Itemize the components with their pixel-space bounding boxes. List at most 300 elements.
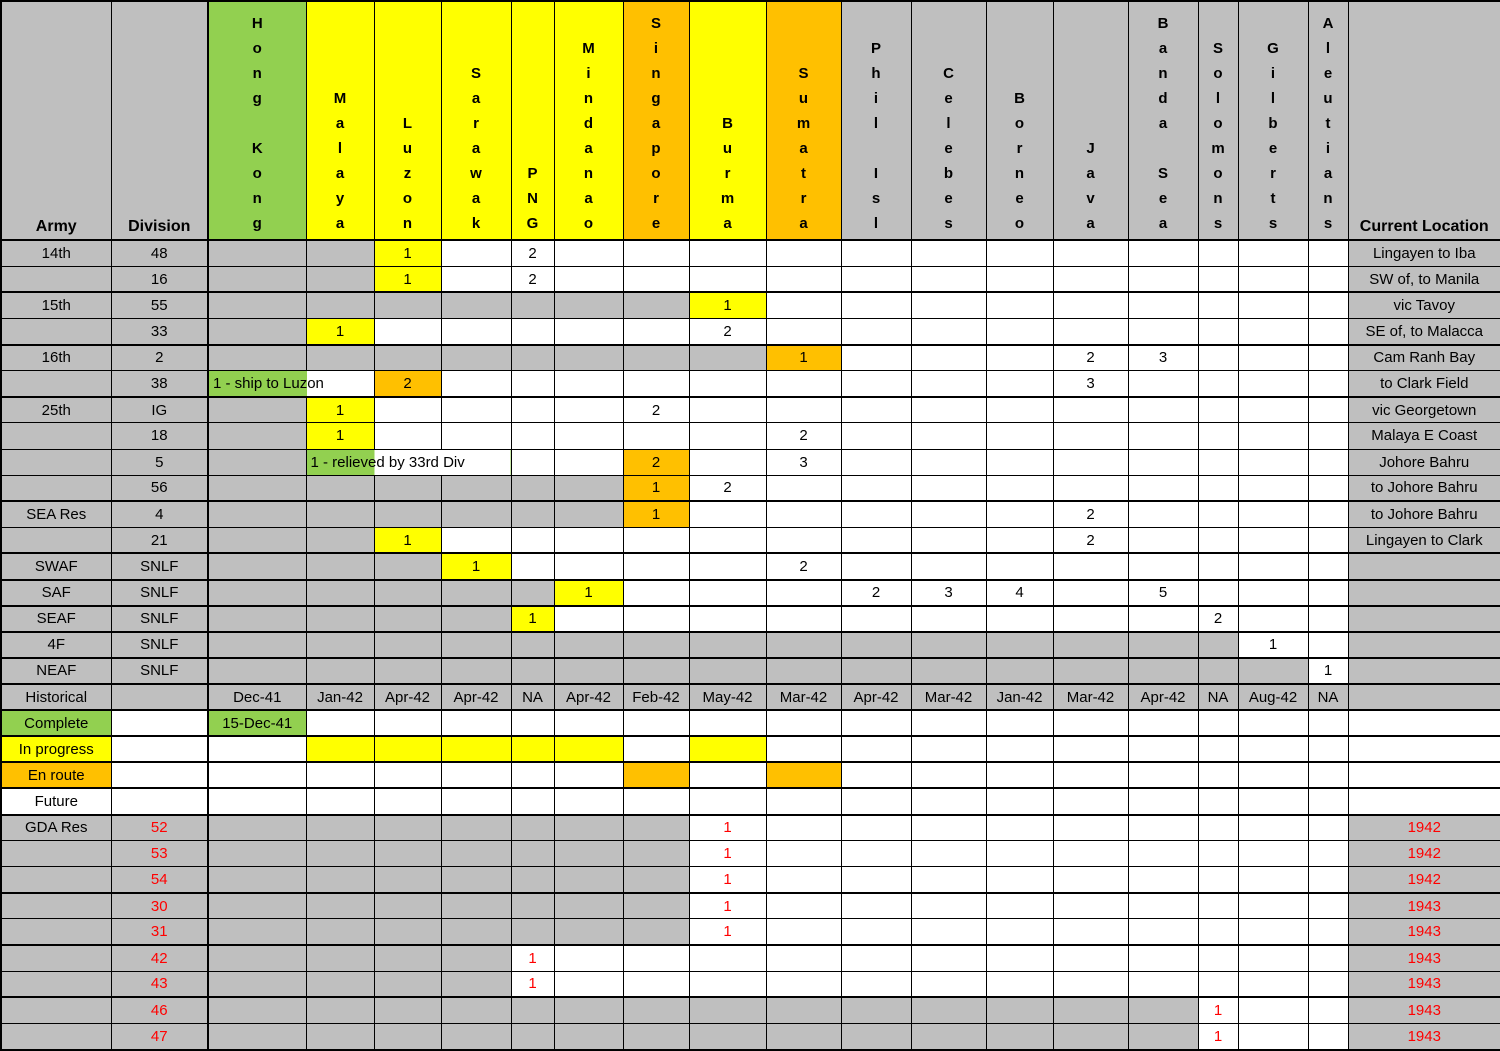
cell-aleutians (1308, 606, 1348, 632)
cell-luzon (374, 632, 441, 658)
cell-sumatra (766, 318, 841, 344)
cell-location (1348, 632, 1500, 658)
cell-gilberts (1238, 292, 1308, 318)
cell-celebes (911, 606, 986, 632)
cell-sarawak (441, 266, 511, 292)
cell-solomons (1198, 423, 1238, 449)
cell-java (1053, 266, 1128, 292)
cell-division: 4 (111, 501, 208, 527)
cell-bandasea: 3 (1128, 345, 1198, 371)
cell-celebes (911, 423, 986, 449)
cell-army (1, 919, 111, 945)
cell-java (1053, 632, 1128, 658)
cell-gilberts (1238, 945, 1308, 971)
cell-malaya: 1 (306, 318, 374, 344)
cell-aleutians (1308, 632, 1348, 658)
cell-solomons (1198, 266, 1238, 292)
cell-sarawak (441, 318, 511, 344)
cell-aleutians (1308, 266, 1348, 292)
table-row-4 (1, 501, 1500, 527)
cell-png (511, 841, 554, 867)
column-header-label-luzon: L u z o n (402, 115, 413, 233)
cell-luzon (374, 580, 441, 606)
cell-location: 1943 (1348, 919, 1500, 945)
cell-army: 14th (1, 240, 111, 266)
cell-burma (689, 266, 766, 292)
column-header-java (1053, 1, 1128, 240)
cell-borneo (986, 527, 1053, 553)
column-header-label-sarawak: S a r a w a k (470, 65, 482, 233)
cell-celebes (911, 867, 986, 893)
cell-army: In progress (1, 736, 111, 762)
cell-png: 1 (511, 945, 554, 971)
cell-luzon (374, 893, 441, 919)
cell-aleutians (1308, 475, 1348, 501)
cell-solomons (1198, 371, 1238, 397)
cell-gilberts (1238, 658, 1308, 684)
cell-bandasea (1128, 788, 1198, 814)
table-row-In progress (1, 736, 1500, 762)
cell-celebes (911, 266, 986, 292)
cell-celebes (911, 971, 986, 997)
cell-sumatra (766, 788, 841, 814)
cell-luzon (374, 971, 441, 997)
table-row-SNLF (1, 580, 1500, 606)
cell-army: GDA Res (1, 815, 111, 841)
cell-army (1, 867, 111, 893)
table-row-16 (1, 266, 1500, 292)
cell-division: 42 (111, 945, 208, 971)
cell-mindanao (554, 997, 623, 1023)
cell-java (1053, 606, 1128, 632)
cell-celebes: 3 (911, 580, 986, 606)
cell-location (1348, 736, 1500, 762)
cell-sarawak (441, 945, 511, 971)
cell-mindanao (554, 423, 623, 449)
cell-hongkong (208, 606, 306, 632)
cell-hongkong (208, 397, 306, 423)
cell-army: SWAF (1, 553, 111, 579)
cell-png (511, 919, 554, 945)
cell-location: 1942 (1348, 841, 1500, 867)
column-header-label-aleutians: A l e u t i a n s (1322, 15, 1334, 233)
cell-png (511, 788, 554, 814)
cell-philisl: Apr-42 (841, 684, 911, 710)
cell-bandasea (1128, 658, 1198, 684)
cell-aleutians (1308, 318, 1348, 344)
cell-sarawak (441, 423, 511, 449)
cell-division (111, 736, 208, 762)
cell-solomons: NA (1198, 684, 1238, 710)
cell-bandasea: 5 (1128, 580, 1198, 606)
cell-burma (689, 553, 766, 579)
cell-png: 2 (511, 240, 554, 266)
cell-celebes (911, 841, 986, 867)
column-header-png (511, 1, 554, 240)
cell-sumatra: 2 (766, 423, 841, 449)
cell-sumatra (766, 736, 841, 762)
cell-singapore (623, 919, 689, 945)
cell-sarawak (441, 527, 511, 553)
cell-png (511, 815, 554, 841)
cell-philisl (841, 501, 911, 527)
cell-png (511, 997, 554, 1023)
cell-army (1, 997, 111, 1023)
cell-java: 2 (1053, 345, 1128, 371)
cell-location: 1942 (1348, 867, 1500, 893)
cell-celebes (911, 449, 986, 475)
cell-burma (689, 580, 766, 606)
cell-aleutians (1308, 345, 1348, 371)
cell-philisl (841, 788, 911, 814)
cell-singapore (623, 997, 689, 1023)
column-header-label-gilberts: G i l b e r t s (1267, 40, 1279, 233)
cell-java (1053, 997, 1128, 1023)
cell-borneo (986, 919, 1053, 945)
cell-burma: 1 (689, 841, 766, 867)
cell-mindanao (554, 501, 623, 527)
cell-division (111, 788, 208, 814)
cell-hongkong (208, 736, 306, 762)
cell-philisl (841, 553, 911, 579)
cell-sumatra (766, 580, 841, 606)
cell-solomons (1198, 632, 1238, 658)
cell-division: 46 (111, 997, 208, 1023)
cell-location: Lingayen to Iba (1348, 240, 1500, 266)
cell-singapore (623, 632, 689, 658)
column-header-label-burma: B u r m a (720, 115, 735, 233)
cell-celebes (911, 292, 986, 318)
cell-philisl (841, 945, 911, 971)
cell-sarawak: Apr-42 (441, 684, 511, 710)
table-row-52 (1, 815, 1500, 841)
cell-bandasea (1128, 501, 1198, 527)
cell-singapore (623, 815, 689, 841)
cell-malaya (306, 632, 374, 658)
cell-hongkong (208, 580, 306, 606)
cell-borneo (986, 710, 1053, 736)
cell-png (511, 632, 554, 658)
cell-solomons (1198, 945, 1238, 971)
cell-gilberts: 1 (1238, 632, 1308, 658)
cell-sumatra (766, 867, 841, 893)
cell-division: 48 (111, 240, 208, 266)
cell-mindanao (554, 945, 623, 971)
cell-hongkong (208, 423, 306, 449)
cell-aleutians (1308, 841, 1348, 867)
table-row-53 (1, 841, 1500, 867)
column-header-luzon (374, 1, 441, 240)
cell-solomons (1198, 553, 1238, 579)
cell-army: SEAF (1, 606, 111, 632)
cell-malaya (306, 580, 374, 606)
cell-borneo (986, 240, 1053, 266)
cell-mindanao (554, 841, 623, 867)
cell-borneo (986, 553, 1053, 579)
cell-gilberts (1238, 997, 1308, 1023)
cell-png (511, 867, 554, 893)
cell-singapore (623, 1023, 689, 1050)
cell-luzon (374, 423, 441, 449)
cell-borneo (986, 423, 1053, 449)
cell-gilberts (1238, 606, 1308, 632)
cell-philisl (841, 762, 911, 788)
cell-java (1053, 240, 1128, 266)
cell-java (1053, 867, 1128, 893)
cell-singapore (623, 762, 689, 788)
cell-hongkong (208, 997, 306, 1023)
cell-malaya: 1 - relieved by 33rd Div (306, 449, 511, 475)
cell-luzon (374, 606, 441, 632)
column-header-mindanao (554, 1, 623, 240)
table-row-46 (1, 997, 1500, 1023)
cell-sarawak (441, 240, 511, 266)
cell-malaya (306, 945, 374, 971)
cell-division: 56 (111, 475, 208, 501)
cell-singapore (623, 240, 689, 266)
cell-celebes (911, 815, 986, 841)
cell-army (1, 893, 111, 919)
cell-java (1053, 788, 1128, 814)
cell-aleutians: NA (1308, 684, 1348, 710)
cell-celebes (911, 997, 986, 1023)
cell-solomons (1198, 397, 1238, 423)
cell-mindanao (554, 527, 623, 553)
cell-location (1348, 684, 1500, 710)
cell-singapore (623, 423, 689, 449)
cell-borneo: Jan-42 (986, 684, 1053, 710)
cell-location: 1943 (1348, 1023, 1500, 1050)
cell-sumatra: 1 (766, 345, 841, 371)
table-row-5 (1, 449, 1500, 475)
cell-java (1053, 919, 1128, 945)
cell-bandasea (1128, 371, 1198, 397)
cell-mindanao (554, 736, 623, 762)
cell-sarawak (441, 658, 511, 684)
cell-mindanao (554, 292, 623, 318)
cell-singapore (623, 606, 689, 632)
cell-malaya (306, 815, 374, 841)
cell-solomons (1198, 736, 1238, 762)
column-header-label-png: P N G (526, 165, 539, 233)
cell-borneo (986, 997, 1053, 1023)
cell-malaya (306, 240, 374, 266)
cell-aleutians (1308, 971, 1348, 997)
cell-borneo (986, 945, 1053, 971)
cell-png (511, 345, 554, 371)
cell-bandasea (1128, 710, 1198, 736)
cell-singapore (623, 580, 689, 606)
cell-division: 30 (111, 893, 208, 919)
cell-location: Malaya E Coast (1348, 423, 1500, 449)
cell-borneo (986, 318, 1053, 344)
table-row-54 (1, 867, 1500, 893)
cell-malaya (306, 345, 374, 371)
cell-singapore (623, 736, 689, 762)
table-row-IG (1, 397, 1500, 423)
cell-java: 2 (1053, 501, 1128, 527)
cell-png (511, 527, 554, 553)
cell-java (1053, 292, 1128, 318)
cell-borneo (986, 345, 1053, 371)
cell-division: 33 (111, 318, 208, 344)
cell-borneo (986, 449, 1053, 475)
cell-burma: 2 (689, 475, 766, 501)
cell-sumatra (766, 710, 841, 736)
table-row-Future (1, 788, 1500, 814)
table-row-30 (1, 893, 1500, 919)
cell-java: Mar-42 (1053, 684, 1128, 710)
cell-army (1, 423, 111, 449)
cell-army (1, 318, 111, 344)
cell-philisl (841, 423, 911, 449)
cell-army: Future (1, 788, 111, 814)
cell-gilberts (1238, 762, 1308, 788)
cell-division: 53 (111, 841, 208, 867)
cell-celebes (911, 397, 986, 423)
cell-division: 21 (111, 527, 208, 553)
cell-bandasea (1128, 867, 1198, 893)
cell-mindanao (554, 240, 623, 266)
cell-borneo (986, 815, 1053, 841)
cell-burma (689, 997, 766, 1023)
cell-java: 2 (1053, 527, 1128, 553)
table-row-SNLF (1, 553, 1500, 579)
cell-mindanao (554, 606, 623, 632)
cell-sumatra (766, 606, 841, 632)
table-row-Historical (1, 684, 1500, 710)
cell-aleutians (1308, 815, 1348, 841)
cell-png (511, 1023, 554, 1050)
cell-hongkong: Dec-41 (208, 684, 306, 710)
cell-philisl (841, 318, 911, 344)
cell-army: NEAF (1, 658, 111, 684)
table-row-2 (1, 345, 1500, 371)
cell-mindanao (554, 762, 623, 788)
cell-mindanao (554, 449, 623, 475)
cell-army: SEA Res (1, 501, 111, 527)
column-header-label-philisl: P h i l I s l (870, 40, 881, 233)
cell-borneo (986, 371, 1053, 397)
cell-malaya (306, 736, 374, 762)
cell-luzon (374, 292, 441, 318)
cell-borneo (986, 606, 1053, 632)
cell-burma (689, 397, 766, 423)
column-header-label-army: Army (35, 218, 77, 236)
cell-bandasea (1128, 815, 1198, 841)
cell-borneo (986, 266, 1053, 292)
table-row-43 (1, 971, 1500, 997)
cell-burma: May-42 (689, 684, 766, 710)
cell-division: 2 (111, 345, 208, 371)
cell-luzon: 1 (374, 527, 441, 553)
cell-malaya (306, 788, 374, 814)
table-row-42 (1, 945, 1500, 971)
cell-singapore (623, 788, 689, 814)
cell-gilberts (1238, 318, 1308, 344)
cell-gilberts (1238, 475, 1308, 501)
column-header-label-sumatra: S u m a t r a (796, 65, 811, 233)
cell-java (1053, 553, 1128, 579)
cell-location: vic Georgetown (1348, 397, 1500, 423)
column-header-philisl (841, 1, 911, 240)
cell-celebes (911, 1023, 986, 1050)
cell-location: Cam Ranh Bay (1348, 345, 1500, 371)
cell-division: SNLF (111, 606, 208, 632)
cell-army: SAF (1, 580, 111, 606)
cell-borneo (986, 475, 1053, 501)
cell-sumatra (766, 762, 841, 788)
cell-aleutians (1308, 893, 1348, 919)
cell-army: 16th (1, 345, 111, 371)
cell-location (1348, 710, 1500, 736)
cell-burma (689, 501, 766, 527)
cell-solomons (1198, 710, 1238, 736)
cell-singapore (623, 893, 689, 919)
cell-hongkong (208, 815, 306, 841)
cell-borneo (986, 292, 1053, 318)
cell-hongkong (208, 475, 306, 501)
cell-sarawak (441, 501, 511, 527)
cell-aleutians (1308, 945, 1348, 971)
cell-sarawak (441, 710, 511, 736)
cell-army: 4F (1, 632, 111, 658)
cell-army: En route (1, 762, 111, 788)
column-header-celebes (911, 1, 986, 240)
cell-mindanao (554, 971, 623, 997)
cell-java: 3 (1053, 371, 1128, 397)
cell-luzon (374, 736, 441, 762)
cell-gilberts (1238, 580, 1308, 606)
cell-division: 52 (111, 815, 208, 841)
cell-gilberts (1238, 893, 1308, 919)
cell-army: 15th (1, 292, 111, 318)
cell-sumatra (766, 971, 841, 997)
cell-singapore (623, 266, 689, 292)
cell-luzon (374, 919, 441, 945)
cell-java (1053, 893, 1128, 919)
cell-hongkong (208, 345, 306, 371)
table-row-56 (1, 475, 1500, 501)
table-row-55 (1, 292, 1500, 318)
cell-png (511, 423, 554, 449)
cell-bandasea (1128, 893, 1198, 919)
cell-celebes (911, 345, 986, 371)
cell-malaya (306, 710, 374, 736)
cell-aleutians (1308, 580, 1348, 606)
column-header-label-singapore: S i n g a p o r e (650, 15, 661, 233)
cell-png (511, 371, 554, 397)
cell-borneo (986, 632, 1053, 658)
cell-singapore (623, 867, 689, 893)
cell-army: Historical (1, 684, 111, 710)
cell-malaya (306, 762, 374, 788)
cell-aleutians (1308, 501, 1348, 527)
cell-solomons (1198, 318, 1238, 344)
cell-sumatra (766, 632, 841, 658)
cell-philisl (841, 893, 911, 919)
cell-location: 1942 (1348, 815, 1500, 841)
cell-malaya (306, 919, 374, 945)
cell-malaya (306, 527, 374, 553)
cell-mindanao (554, 553, 623, 579)
cell-hongkong (208, 266, 306, 292)
cell-gilberts (1238, 240, 1308, 266)
cell-solomons: 1 (1198, 1023, 1238, 1050)
cell-malaya: Jan-42 (306, 684, 374, 710)
cell-sumatra (766, 292, 841, 318)
cell-burma (689, 1023, 766, 1050)
